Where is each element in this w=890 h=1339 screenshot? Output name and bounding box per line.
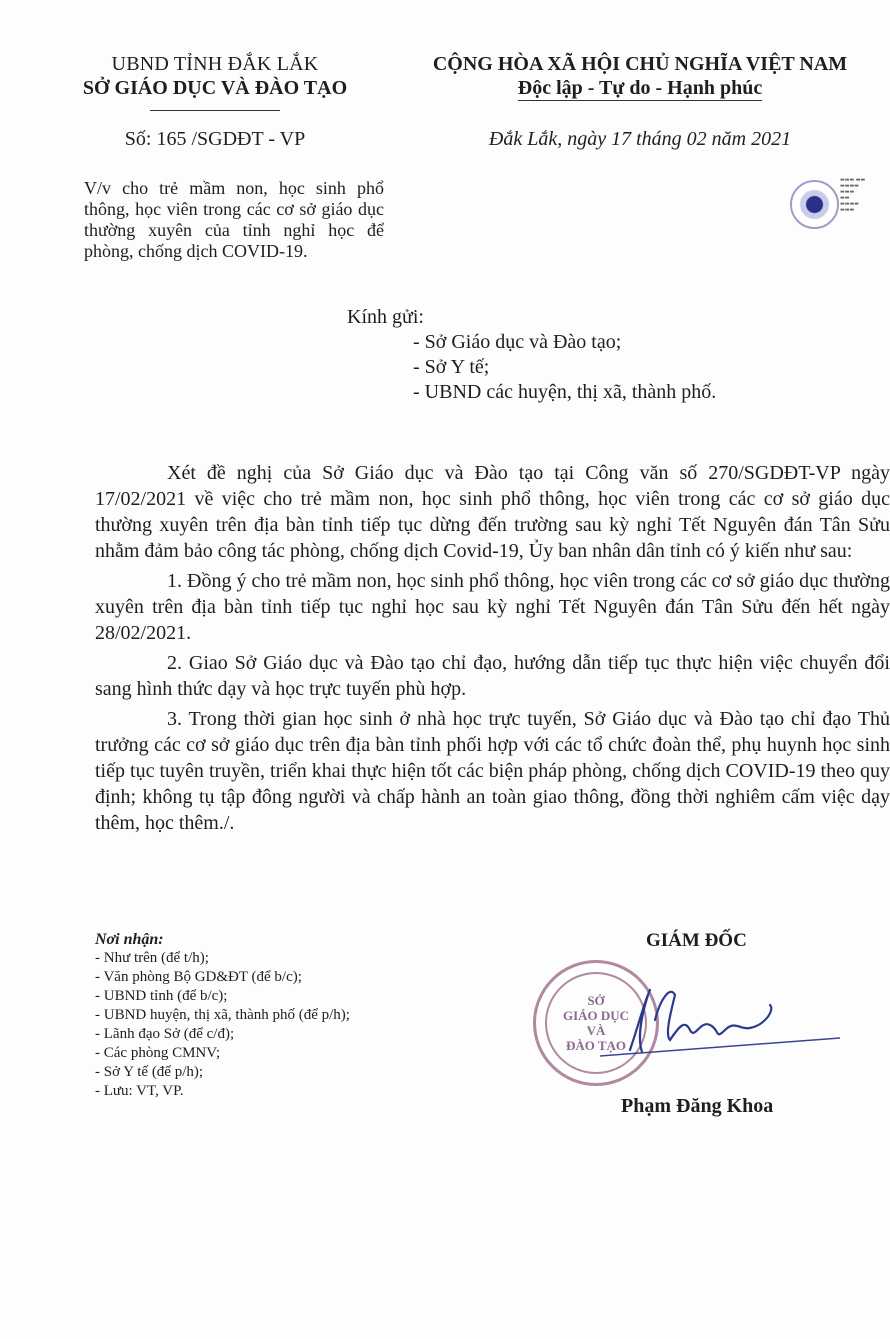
signer-name: Phạm Đăng Khoa (621, 1095, 774, 1117)
agency-name: SỞ GIÁO DỤC VÀ ĐÀO TẠO (82, 77, 348, 99)
motto: Độc lập - Tự do - Hạnh phúc (517, 77, 763, 99)
body-item: 1. Đồng ý cho trẻ mầm non, học sinh phổ thông, học viên trong các cơ sở giáo dục thường xuyên trên địa bàn tỉnh tiếp tục nghỉ học sau kỳ nghỉ Tết Nguyên đán Tân Sửu đến hết ngày 28/02/2021. (95, 570, 890, 644)
addressee-list (413, 330, 716, 405)
digital-signature-meta: ▬▬▬ ▬▬ ▬▬▬▬ ▬▬▬ ▬▬ ▬▬▬▬ ▬▬▬ (840, 177, 866, 213)
recipient-item: - Văn phòng Bộ GD&ĐT (để b/c); (95, 969, 302, 985)
agency-parent: UBND TỈNH ĐẮK LẮK (111, 53, 319, 75)
digital-seal-icon (790, 180, 839, 229)
subject-line: V/v cho trẻ mầm non, học sinh phổ thông, học viên trong các cơ sở giáo dục thường xuyên của tỉnh nghỉ học để phòng, chống dịch COVID-19. (84, 178, 384, 261)
addressee-item: - Sở Giáo dục và Đào tạo; (413, 331, 622, 353)
recipient-item: - Các phòng CMNV; (95, 1045, 221, 1061)
signer-title: GIÁM ĐỐC (646, 930, 747, 951)
addressee-label: Kính gửi: (347, 306, 424, 328)
body-intro: Xét đề nghị của Sở Giáo dục và Đào tạo tại Công văn số 270/SGDĐT-VP ngày 17/02/2021 về việc cho trẻ mầm non, học sinh phổ thông, học viên trong các cơ sở giáo dục thường xuyên trên địa bàn tỉnh tiếp tục dừng đến trường sau kỳ nghỉ Tết Nguyên đán Tân Sửu nhằm đảm bảo công tác phòng, chống dịch Covid-19, Ủy ban nhân dân tỉnh có ý kiến như sau: (95, 462, 890, 562)
body-item: 3. Trong thời gian học sinh ở nhà học trực tuyến, Sở Giáo dục và Đào tạo chỉ đạo Thủ trưởng các cơ sở giáo dục trên địa bàn tỉnh phối hợp với các tổ chức đoàn thể, phụ huynh học sinh tiếp tục tuyên truyền, triển khai thực hiện tốt các biện pháp phòng, chống dịch COVID-19 theo quy định; không tụ tập đông người và chấp hành an toàn giao thông, đồng thời nghiêm cấm việc dạy thêm, học thêm./. (95, 708, 890, 834)
header-divider (150, 110, 280, 111)
body-item: 2. Giao Sở Giáo dục và Đào tạo chỉ đạo, hướng dẫn tiếp tục thực hiện việc chuyển đổi sang hình thức dạy và học trực tuyến phù hợp. (95, 652, 890, 700)
addressee-item: - UBND các huyện, thị xã, thành phố. (413, 381, 717, 403)
document-body (95, 460, 890, 840)
document-number: Số: 165 /SGDĐT - VP (124, 128, 306, 150)
addressee-item: - Sở Y tế; (413, 356, 490, 378)
recipient-item: - Như trên (để t/h); (95, 950, 209, 966)
place-date: Đắk Lắk, ngày 17 tháng 02 năm 2021 (488, 128, 792, 150)
recipients-title: Nơi nhận: (95, 931, 164, 948)
recipient-item: - UBND tỉnh (để b/c); (95, 988, 228, 1004)
nation-header (395, 52, 885, 101)
recipient-item: - Lãnh đạo Sở (để c/đ); (95, 1026, 235, 1042)
handwritten-signature-icon (600, 980, 840, 1060)
agency-header (40, 52, 390, 111)
recipient-item: - Sở Y tế (để p/h); (95, 1064, 204, 1080)
seal-text: SỞ GIÁO DỤC VÀ ĐÀO TẠO (562, 993, 630, 1053)
recipient-item: - Lưu: VT, VP. (95, 1083, 184, 1099)
recipient-item: - UBND huyện, thị xã, thành phố (để p/h); (95, 1007, 350, 1023)
recipients-block (95, 930, 350, 1101)
nation-title: CỘNG HÒA XÃ HỘI CHỦ NGHĨA VIỆT NAM (432, 53, 848, 75)
